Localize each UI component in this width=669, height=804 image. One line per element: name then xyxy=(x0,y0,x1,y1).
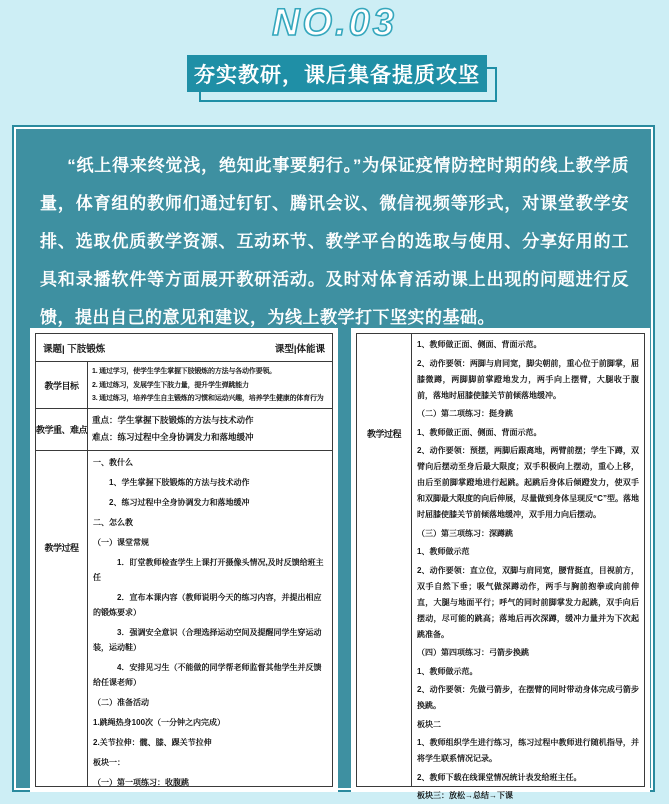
text-line: 2.关节拉伸：髋、膝、踝关节拉伸 xyxy=(93,738,212,747)
table-row-process xyxy=(36,451,332,786)
row-label: 教学目标 xyxy=(36,362,88,408)
text-line: （三）第三项练习：深蹲跳 xyxy=(417,528,513,538)
text-line: （二）准备活动 xyxy=(93,698,149,707)
text-line: 1．盯堂教师检查学生上课打开摄像头情况,及时反馈给班主任 xyxy=(93,558,324,582)
section-number: NO.03 xyxy=(272,2,397,44)
table-row-goals xyxy=(36,362,332,409)
table-row-process xyxy=(357,334,644,800)
lesson-plan-table-left xyxy=(30,328,338,792)
row-label: 教学过程 xyxy=(36,451,88,786)
banner-title: 夯实教研，课后集备提质攻坚 xyxy=(194,63,480,87)
text-line: 4．安排见习生（不能做的同学帮老师监督其他学生并反馈给任课老师） xyxy=(93,663,322,687)
text-line: 板块三：放松→总结→下课 xyxy=(417,791,513,800)
text-line: 1、教师做正面、侧面、背面示范。 xyxy=(417,427,542,437)
content-box xyxy=(12,125,655,800)
text-line: 2、动作要领：先做弓箭步，在摆臂的同时带动身体完成弓箭步换跳。 xyxy=(417,685,639,710)
row-label: 教学重、难点 xyxy=(36,409,88,450)
text-line: 1、学生掌握下肢锻炼的方法与技术动作 xyxy=(93,478,250,487)
text-line: 难点：练习过程中全身协调发力和落地缓冲 xyxy=(92,432,254,442)
text-line: 2、动作要领：预摆，两脚后跟离地，两臂前摆；学生下蹲，双臂向后摆动至身后最大限度；双手积极向上摆动，重心上移，由后至前脚掌蹬地进行起跳。起跳后身体后倾蹬发力，使双手和双脚最大限度的向后伸展，尽量做到身体呈现反“C”型。落地时屈膝使膝关节前倾落地缓冲，双手用力向后摆动。 xyxy=(417,446,639,519)
text-line: 1、教师做示范。 xyxy=(417,666,478,676)
text-line: 3. 通过练习，培养学生自主锻炼的习惯和运动兴趣，培养学生健康的体育行为 xyxy=(92,395,324,402)
lesson-table xyxy=(35,333,333,787)
lesson-course-type: 课型|体能课 xyxy=(274,343,325,355)
text-line: 1、教师组织学生进行练习，练习过程中教师进行随机指导，并将学生联系情况记录。 xyxy=(417,738,639,763)
section-banner xyxy=(187,55,487,92)
table-header-row xyxy=(36,334,332,362)
table-row-keypoints xyxy=(36,409,332,451)
text-line: 板块二 xyxy=(417,719,441,729)
text-line: 2. 通过练习，发展学生下肢力量，提升学生弹跳能力 xyxy=(92,381,249,389)
text-line: （四）第四项练习：弓箭步换跳 xyxy=(417,648,529,657)
text-line: 3．强调安全意识（合理选择运动空间及提醒同学生穿运动装，运动鞋） xyxy=(93,628,322,652)
text-line: 二、怎么教 xyxy=(93,518,133,527)
intro-paragraph: “纸上得来终觉浅，绝知此事要躬行。”为保证疫情防控时期的线上教学质量，体育组的教师们通过钉钉、腾讯会议、微信视频等形式，对课堂教学安排、选取优质教学资源、互动环节、教学平台的选取与使用、分享好用的工具和录播软件等方面展开教研活动。及时对体育活动课上出现的问题进行反馈，提出自己的意见和建议，为线上教学打下坚实的基础。 xyxy=(40,156,629,327)
text-line: （一）课堂常规 xyxy=(93,538,149,547)
text-line: （二）第二项练习：挺身跳 xyxy=(417,409,513,418)
text-line: 1. 通过学习，使学生学生掌握下肢锻炼的方法与各动作要领。 xyxy=(92,368,276,375)
text-line: 2、动作要领：直立位，双脚与肩同宽，腰背挺直，目视前方，双手自然下垂；吸气做深蹲动作，两手与胸前抱拳或向前伸直，大腿与地面平行；呼气的同时前脚掌发力起跳，双手向后摆动，尽可能的跳高；落地后再次深蹲，缓冲力量并为下次起跳准备。 xyxy=(417,565,639,639)
row-label: 教学过程 xyxy=(357,334,412,786)
text-line: 1、教师做正面、侧面、背面示范。 xyxy=(417,340,542,349)
text-line: 2．宣布本课内容（教师说明今天的练习内容，并提出相应的锻炼要求） xyxy=(93,593,322,617)
text-line: 1、教师做示范 xyxy=(417,547,470,556)
row-content xyxy=(88,451,332,786)
lesson-table xyxy=(356,333,645,800)
text-line: 1.跳绳热身100次（一分钟之内完成） xyxy=(93,718,226,727)
row-content xyxy=(88,409,332,450)
text-line: 板块一： xyxy=(93,758,125,767)
text-line: 一、教什么 xyxy=(93,458,133,467)
text-line: 重点：学生掌握下肢锻炼的方法与技术动作 xyxy=(92,415,254,425)
text-line: 2、练习过程中全身协调发力和落地缓冲 xyxy=(93,498,250,507)
text-line: 2、教师下载在线课堂情况统计表发给班主任。 xyxy=(417,772,582,782)
lesson-plan-table-right xyxy=(351,328,650,800)
row-content xyxy=(88,362,332,408)
text-line: （一）第一项练习：收腹跳 xyxy=(93,778,189,787)
lesson-topic: 课题| 下肢锻炼 xyxy=(43,343,106,355)
text-line: 2、动作要领：两脚与肩同宽，脚尖朝前，重心位于前脚掌，屈膝微蹲，两脚脚前掌蹬地发力，两手向上摆臂，大腿收于腹前，落地时屈膝使膝关节前倾落地缓冲。 xyxy=(417,358,639,400)
row-content xyxy=(412,334,644,800)
